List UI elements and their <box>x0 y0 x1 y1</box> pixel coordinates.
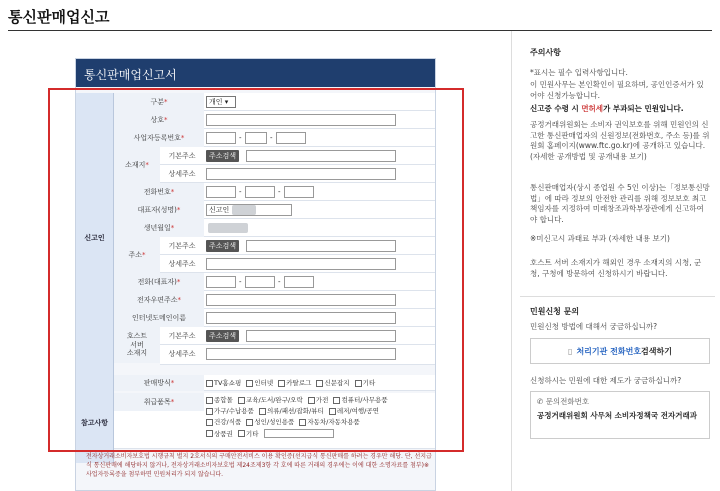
notice-title: 주의사항 <box>530 48 561 57</box>
method-option-label: 인터넷 <box>254 379 274 387</box>
host-detail-label: 상세주소 <box>168 350 196 358</box>
search-phone-highlight: 처리기관 전화번호 <box>576 346 642 356</box>
item-option-label: 가구/수납용품 <box>214 407 254 415</box>
notice-overseas: 호스트 서버 소재지가 해외인 경우 소재지의 시청, 군청, 구청에 방문하여 신청하시기 바랍니다. <box>530 258 702 278</box>
address-label-text: 주소 <box>128 250 143 259</box>
required-mark: * <box>145 160 149 169</box>
item-option-label: 컴퓨터/사무용품 <box>341 396 388 404</box>
notice-tax-c: 가 부과되는 민원입니다. <box>603 104 684 113</box>
location-label-text: 소재지 <box>125 160 146 169</box>
dash: - <box>278 278 281 286</box>
item-option-label: 가전 <box>315 396 329 404</box>
page-title: 통신판매업신고 <box>8 8 110 26</box>
contact-box <box>530 391 710 439</box>
host-label-line2: 서버 <box>130 340 144 349</box>
required-mark: * <box>170 398 175 406</box>
method-label-text: 판매방식 <box>143 379 171 387</box>
method-option-label: TV홈쇼핑 <box>214 379 242 387</box>
location-search-button[interactable]: 주소검색 <box>206 150 239 162</box>
item-option-label: 레저/여행/공연 <box>336 407 379 415</box>
notice-disclosure: 공정거래위원회는 소비자 권익보호를 위해 민원인의 신고한 통신판매업자의 신원정보(전화번호, 주소 등)를 위원회 홈페이지(www.ftc.go.kr)에 공개하고 있습니다.(자세한 공개방법 및 공개내용 보기) <box>530 120 710 161</box>
dash: - <box>239 278 242 286</box>
type-select-value: 개인 <box>209 98 223 106</box>
required-mark: * <box>164 116 168 124</box>
column-divider <box>511 31 512 491</box>
birth-label-text: 생년월일 <box>143 224 171 232</box>
notice-tax <box>530 104 710 115</box>
type-label-text: 구분 <box>150 98 165 106</box>
host-label-line3: 소재지 <box>126 349 148 358</box>
contact-title: 문의전화번호 <box>545 397 590 406</box>
dash: - <box>270 134 273 142</box>
items-label-text: 취급품목 <box>143 398 171 406</box>
notice-tax-b: 면허세 <box>581 104 604 113</box>
item-option-label: 교육/도서/완구/오락 <box>245 396 303 404</box>
method-option-label: 신문잡지 <box>324 379 350 387</box>
chevron-down-icon: ▾ <box>224 98 229 106</box>
phone-icon: ✆ <box>537 397 544 406</box>
highlight-box <box>48 88 464 452</box>
host-search-button[interactable]: 주소검색 <box>206 330 239 342</box>
required-mark: * <box>176 278 181 286</box>
search-phone-rest: 검색하기 <box>641 346 672 356</box>
item-option-label: 상품권 <box>214 429 233 438</box>
item-option-label: 성인/성인용품 <box>254 418 295 426</box>
required-mark: * <box>170 224 175 232</box>
notice-penalty-link[interactable]: ※미신고시 과태료 부과 (자세한 내용 보기) <box>530 234 670 243</box>
address-search-button[interactable]: 주소검색 <box>206 240 239 252</box>
item-option-label: 건강/식품 <box>214 418 242 426</box>
required-mark: * <box>176 206 181 214</box>
host-label-line1: 호스트 <box>126 331 148 340</box>
biz-no-label-text: 사업자등록번호 <box>133 134 181 142</box>
required-mark: * <box>177 296 182 304</box>
location-detail-label: 상세주소 <box>168 170 196 178</box>
required-mark: * <box>170 379 175 387</box>
document-icon: ▯ <box>568 346 573 356</box>
item-option-label: 자동차/자동차용품 <box>307 418 360 426</box>
required-mark: * <box>142 250 146 259</box>
inquiry-title: 민원신청 문의 <box>530 307 580 316</box>
sidebar-divider <box>520 296 715 297</box>
section-reference-label: 참고사항 <box>80 419 109 427</box>
notice-tax-a: 신고증 수령 시 <box>530 104 582 113</box>
location-basic-label: 기본주소 <box>168 152 196 160</box>
system-question: 신청하시는 민원에 대한 제도가 궁금하십니까? <box>530 376 682 385</box>
form-header: 통신판매업신고서 <box>76 59 435 87</box>
required-mark: * <box>164 98 168 106</box>
notice-security-officer: 통신판매업자(상시 종업원 수 5인 이상)는「정보통신망법」에 따라 정보의 안전한 관리를 위해 정보보호 최고책임자를 지정하여 미래창조과학부장관에게 신고하여야 합니다. <box>530 183 710 224</box>
company-label-text: 상호 <box>150 116 165 124</box>
contact-value: 공정거래위원회 사무처 소비자정책국 전자거래과 <box>537 411 697 420</box>
domain-label: 인터넷도메인이름 <box>114 309 204 327</box>
dash: - <box>239 134 242 142</box>
rep-name-label-text: 대표자(성명) <box>137 206 177 214</box>
inquiry-question: 민원신청 방법에 대해서 궁금하십니까? <box>530 322 658 331</box>
attachment-notice: 전자상거래소비자보호법 시행규칙 별지 2호서식의 구매안전서비스 이용 확인증(선지급식 통신판매를 하려는 경우만 해당. 단, 선지급식 통신판매에 해당하지 않거나, 전자상거래소비자보호법 제24조제3항 각 호에 따른 거래의 경우에는 이에 대한 소명자료를 첨부)※사업자등록증을 첨부하면 민원처리가 되지 않습니다. <box>86 453 432 478</box>
email-label-text: 전자우편주소 <box>136 296 178 304</box>
title-divider <box>8 30 712 31</box>
section-applicant-label: 신고인 <box>84 234 105 242</box>
notice-required: *표시는 필수 입력사항입니다. <box>530 68 628 77</box>
required-mark: * <box>170 188 175 196</box>
address-basic-label: 기본주소 <box>168 242 196 250</box>
dash: - <box>278 188 281 196</box>
method-option-label: 카탈로그 <box>286 379 312 387</box>
search-phone-button[interactable] <box>530 338 710 364</box>
phone-label-text: 전화번호 <box>143 188 171 196</box>
rep-phone-label-text: 전화(대표자) <box>137 278 177 286</box>
required-mark: * <box>180 134 185 142</box>
address-detail-label: 상세주소 <box>168 260 196 268</box>
item-option-label: 의류/패션/잡화/뷰티 <box>266 407 324 415</box>
dash: - <box>239 188 242 196</box>
method-option-label: 기타 <box>362 379 376 387</box>
rep-name-value: 신고인 <box>209 206 230 214</box>
notice-auth: 이 민원사무는 본인확인이 필요하며, 공인인증서가 있어야 신청가능합니다. <box>530 80 704 100</box>
host-basic-label: 기본주소 <box>168 332 196 340</box>
item-option-label: 종합몰 <box>214 396 233 404</box>
item-option-label: 기타 <box>245 429 259 438</box>
